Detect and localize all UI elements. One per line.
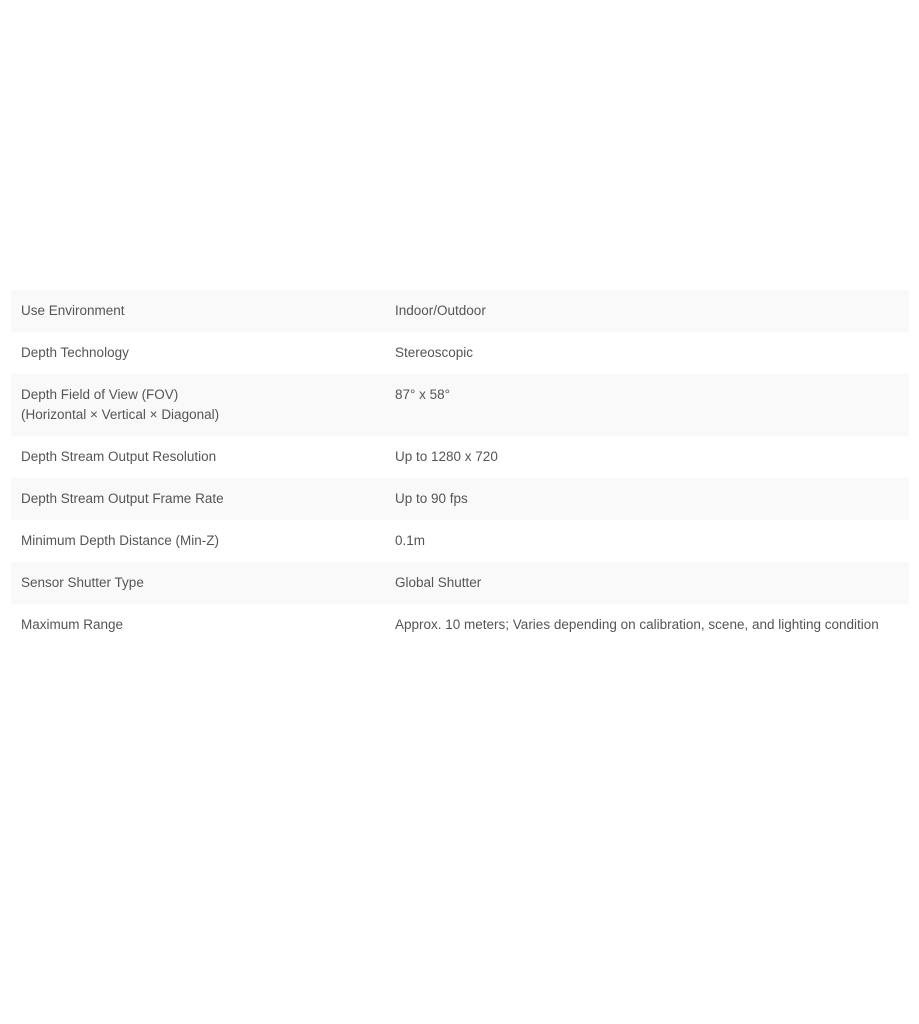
spec-label: Depth Field of View (FOV) (Horizontal × Vertical × Diagonal) [21, 387, 220, 422]
spec-row-max-range [11, 604, 909, 646]
spec-value: Indoor/Outdoor [395, 303, 486, 318]
spec-row-depth-fov [11, 374, 909, 436]
spec-label: Depth Stream Output Frame Rate [21, 491, 224, 506]
spec-label: Use Environment [21, 303, 125, 318]
spec-row-shutter-type [11, 562, 909, 604]
spec-value: Approx. 10 meters; Varies depending on calibration, scene, and lighting condition [395, 617, 879, 632]
spec-label: Maximum Range [21, 617, 124, 632]
spec-row-min-z [11, 520, 909, 562]
spec-value: Up to 1280 x 720 [395, 449, 498, 464]
spec-value: Stereoscopic [395, 345, 474, 360]
spec-row-output-resolution [11, 436, 909, 478]
spec-row-use-environment [11, 290, 909, 332]
spec-label: Depth Technology [21, 345, 129, 360]
spec-label: Depth Stream Output Resolution [21, 449, 217, 464]
spec-label: Sensor Shutter Type [21, 575, 144, 590]
spec-value: 0.1m [395, 533, 426, 548]
spec-row-frame-rate [11, 478, 909, 520]
spec-value: 87° x 58° [395, 387, 451, 402]
spec-value: Up to 90 fps [395, 491, 468, 506]
spec-value: Global Shutter [395, 575, 482, 590]
spec-label: Minimum Depth Distance (Min-Z) [21, 533, 220, 548]
spec-row-depth-technology [11, 332, 909, 374]
spec-table [11, 290, 909, 646]
